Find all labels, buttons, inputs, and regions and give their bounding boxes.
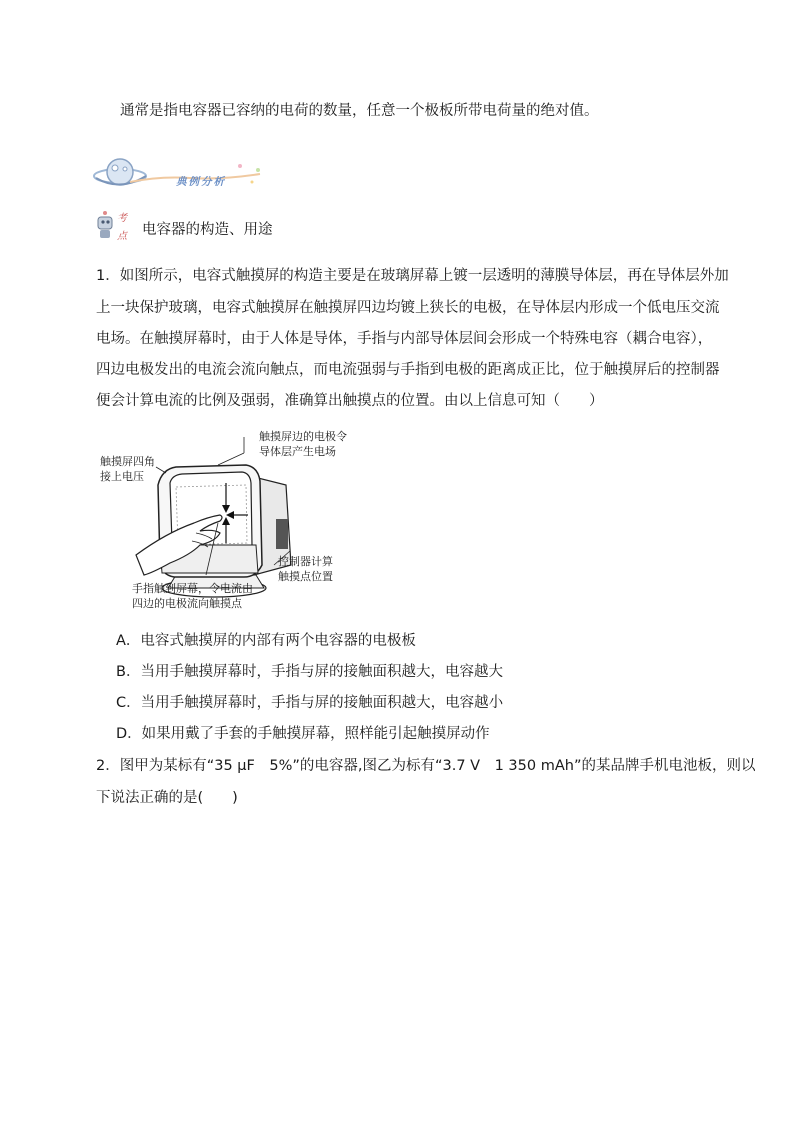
touchscreen-figure — [96, 425, 366, 615]
label-bottom-1: 手指触到屏幕，令电流由 — [132, 582, 253, 595]
intro-text: 通常是指电容器已容纳的电荷的数量，任意一个极板所带电荷量的绝对值。 — [120, 103, 599, 119]
label-top-1: 触摸屏边的电极令 — [259, 430, 347, 443]
q2-line-2: 下说法正确的是( ) — [96, 790, 238, 806]
label-left-1: 触摸屏四角 — [100, 455, 155, 468]
banner-title: 典例分析 — [176, 176, 226, 188]
q1-option-c: C．当用手触摸屏幕时，手指与屏的接触面积越大，电容越小 — [116, 695, 504, 711]
q1-line-4: 四边电极发出的电流会流向触点，而电流强弱与手指到电极的距离成正比，位于触摸屏后的控制器 — [96, 362, 720, 378]
label-right-2: 触摸点位置 — [278, 570, 333, 583]
label-top-2: 导体层产生电场 — [259, 445, 336, 458]
q1-option-b: B．当用手触摸屏幕时，手指与屏的接触面积越大，电容越大 — [116, 664, 503, 680]
badge-bottom-char: 点 — [117, 231, 127, 242]
label-bottom-2: 四边的电极流向触摸点 — [132, 597, 242, 610]
section-title: 电容器的构造、用途 — [142, 222, 273, 238]
q1-line-5: 便会计算电流的比例及强弱，准确算出触摸点的位置。由以上信息可知（ ） — [96, 393, 604, 409]
badge-top-char: 考 — [117, 213, 127, 224]
q2-line-1: 2．图甲为某标有“35 μF 5%”的电容器,图乙为标有“3.7 V 1 350 mAh”的某品牌手机电池板，则以 — [96, 758, 756, 774]
kaodian-badge — [95, 207, 139, 243]
q1-line-3: 电场。在触摸屏幕时，由于人体是导体，手指与内部导体层间会形成一个特殊电容（耦合电容）， — [96, 331, 713, 347]
q1-option-d: D．如果用戴了手套的手触摸屏幕，照样能引起触摸屏动作 — [116, 726, 490, 742]
section-banner — [90, 152, 270, 198]
label-left-2: 接上电压 — [100, 470, 144, 483]
q1-line-1: 1．如图所示，电容式触摸屏的构造主要是在玻璃屏幕上镀一层透明的薄膜导体层，再在导体层外加 — [96, 268, 729, 284]
label-right-1: 控制器计算 — [278, 555, 333, 568]
q1-option-a: A．电容式触摸屏的内部有两个电容器的电极板 — [116, 633, 416, 649]
q1-line-2: 上一块保护玻璃，电容式触摸屏在触摸屏四边均镀上狭长的电极，在导体层内形成一个低电压交流 — [96, 300, 720, 316]
